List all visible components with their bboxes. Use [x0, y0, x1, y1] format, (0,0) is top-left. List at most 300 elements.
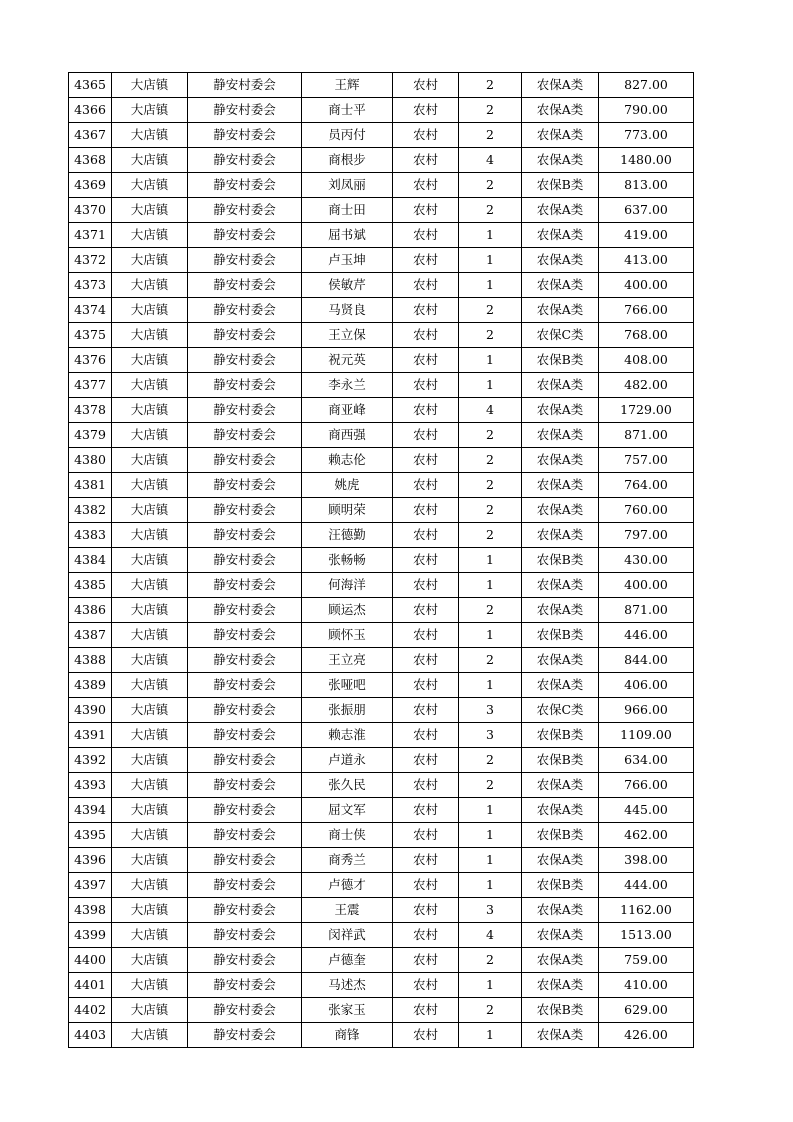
table-row [69, 923, 694, 948]
table-row [69, 623, 694, 648]
village-committee-cell: 静安村委会 [188, 223, 302, 248]
village-committee-cell: 静安村委会 [188, 773, 302, 798]
household-size-cell: 1 [459, 623, 522, 648]
village-committee-cell: 静安村委会 [188, 748, 302, 773]
row-number-cell: 4391 [69, 723, 112, 748]
table-body [69, 73, 694, 1048]
name-cell: 商士侠 [302, 823, 393, 848]
village-committee-cell: 静安村委会 [188, 798, 302, 823]
table-row [69, 398, 694, 423]
category-cell: 农保B类 [522, 998, 599, 1023]
town-cell: 大店镇 [112, 598, 188, 623]
name-cell: 赖志淮 [302, 723, 393, 748]
row-number-cell: 4370 [69, 198, 112, 223]
amount-cell: 462.00 [599, 823, 694, 848]
amount-cell: 797.00 [599, 523, 694, 548]
area-type-cell: 农村 [393, 323, 459, 348]
row-number-cell: 4386 [69, 598, 112, 623]
town-cell: 大店镇 [112, 698, 188, 723]
table-row [69, 73, 694, 98]
amount-cell: 398.00 [599, 848, 694, 873]
row-number-cell: 4380 [69, 448, 112, 473]
table-row [69, 598, 694, 623]
category-cell: 农保B类 [522, 623, 599, 648]
town-cell: 大店镇 [112, 923, 188, 948]
row-number-cell: 4367 [69, 123, 112, 148]
category-cell: 农保A类 [522, 948, 599, 973]
table-row [69, 198, 694, 223]
area-type-cell: 农村 [393, 648, 459, 673]
amount-cell: 1109.00 [599, 723, 694, 748]
village-committee-cell: 静安村委会 [188, 548, 302, 573]
amount-cell: 629.00 [599, 998, 694, 1023]
table-row [69, 173, 694, 198]
village-committee-cell: 静安村委会 [188, 173, 302, 198]
area-type-cell: 农村 [393, 298, 459, 323]
town-cell: 大店镇 [112, 798, 188, 823]
category-cell: 农保A类 [522, 198, 599, 223]
household-size-cell: 2 [459, 523, 522, 548]
amount-cell: 1162.00 [599, 898, 694, 923]
category-cell: 农保A类 [522, 523, 599, 548]
category-cell: 农保A类 [522, 398, 599, 423]
village-committee-cell: 静安村委会 [188, 73, 302, 98]
row-number-cell: 4397 [69, 873, 112, 898]
town-cell: 大店镇 [112, 1023, 188, 1048]
table-row [69, 848, 694, 873]
table-row [69, 348, 694, 373]
table-row [69, 1023, 694, 1048]
village-committee-cell: 静安村委会 [188, 373, 302, 398]
category-cell: 农保B类 [522, 723, 599, 748]
village-committee-cell: 静安村委会 [188, 673, 302, 698]
amount-cell: 766.00 [599, 298, 694, 323]
area-type-cell: 农村 [393, 773, 459, 798]
name-cell: 王辉 [302, 73, 393, 98]
category-cell: 农保B类 [522, 173, 599, 198]
name-cell: 张哑吧 [302, 673, 393, 698]
amount-cell: 1513.00 [599, 923, 694, 948]
area-type-cell: 农村 [393, 398, 459, 423]
category-cell: 农保A类 [522, 298, 599, 323]
town-cell: 大店镇 [112, 248, 188, 273]
table-row [69, 373, 694, 398]
table-row [69, 673, 694, 698]
area-type-cell: 农村 [393, 248, 459, 273]
household-size-cell: 4 [459, 923, 522, 948]
household-size-cell: 2 [459, 98, 522, 123]
name-cell: 卢玉坤 [302, 248, 393, 273]
category-cell: 农保A类 [522, 1023, 599, 1048]
name-cell: 姚虎 [302, 473, 393, 498]
household-size-cell: 3 [459, 698, 522, 723]
row-number-cell: 4369 [69, 173, 112, 198]
town-cell: 大店镇 [112, 223, 188, 248]
row-number-cell: 4388 [69, 648, 112, 673]
household-size-cell: 2 [459, 473, 522, 498]
name-cell: 商士田 [302, 198, 393, 223]
town-cell: 大店镇 [112, 473, 188, 498]
category-cell: 农保A类 [522, 248, 599, 273]
village-committee-cell: 静安村委会 [188, 273, 302, 298]
amount-cell: 757.00 [599, 448, 694, 473]
village-committee-cell: 静安村委会 [188, 448, 302, 473]
row-number-cell: 4392 [69, 748, 112, 773]
category-cell: 农保A类 [522, 648, 599, 673]
category-cell: 农保A类 [522, 373, 599, 398]
village-committee-cell: 静安村委会 [188, 1023, 302, 1048]
town-cell: 大店镇 [112, 773, 188, 798]
row-number-cell: 4366 [69, 98, 112, 123]
village-committee-cell: 静安村委会 [188, 923, 302, 948]
town-cell: 大店镇 [112, 948, 188, 973]
name-cell: 商西强 [302, 423, 393, 448]
category-cell: 农保A类 [522, 473, 599, 498]
amount-cell: 410.00 [599, 973, 694, 998]
household-size-cell: 2 [459, 173, 522, 198]
table-row [69, 873, 694, 898]
household-size-cell: 1 [459, 673, 522, 698]
name-cell: 商根步 [302, 148, 393, 173]
table-row [69, 823, 694, 848]
table-row [69, 748, 694, 773]
row-number-cell: 4371 [69, 223, 112, 248]
name-cell: 员丙付 [302, 123, 393, 148]
town-cell: 大店镇 [112, 448, 188, 473]
area-type-cell: 农村 [393, 923, 459, 948]
village-committee-cell: 静安村委会 [188, 823, 302, 848]
table-row [69, 223, 694, 248]
village-committee-cell: 静安村委会 [188, 973, 302, 998]
row-number-cell: 4396 [69, 848, 112, 873]
town-cell: 大店镇 [112, 973, 188, 998]
area-type-cell: 农村 [393, 73, 459, 98]
name-cell: 王立亮 [302, 648, 393, 673]
category-cell: 农保B类 [522, 873, 599, 898]
category-cell: 农保A类 [522, 898, 599, 923]
amount-cell: 413.00 [599, 248, 694, 273]
village-committee-cell: 静安村委会 [188, 648, 302, 673]
household-size-cell: 2 [459, 323, 522, 348]
household-size-cell: 1 [459, 873, 522, 898]
town-cell: 大店镇 [112, 73, 188, 98]
table-row [69, 773, 694, 798]
area-type-cell: 农村 [393, 973, 459, 998]
household-size-cell: 1 [459, 848, 522, 873]
name-cell: 刘凤丽 [302, 173, 393, 198]
household-size-cell: 2 [459, 448, 522, 473]
row-number-cell: 4403 [69, 1023, 112, 1048]
row-number-cell: 4365 [69, 73, 112, 98]
area-type-cell: 农村 [393, 823, 459, 848]
name-cell: 屈书斌 [302, 223, 393, 248]
table-row [69, 573, 694, 598]
household-size-cell: 2 [459, 73, 522, 98]
town-cell: 大店镇 [112, 123, 188, 148]
amount-cell: 445.00 [599, 798, 694, 823]
name-cell: 闵祥武 [302, 923, 393, 948]
area-type-cell: 农村 [393, 673, 459, 698]
amount-cell: 482.00 [599, 373, 694, 398]
household-size-cell: 2 [459, 598, 522, 623]
category-cell: 农保A类 [522, 573, 599, 598]
household-size-cell: 2 [459, 648, 522, 673]
name-cell: 马述杰 [302, 973, 393, 998]
area-type-cell: 农村 [393, 373, 459, 398]
table-row [69, 298, 694, 323]
village-committee-cell: 静安村委会 [188, 698, 302, 723]
table-row [69, 423, 694, 448]
name-cell: 张畅畅 [302, 548, 393, 573]
household-size-cell: 1 [459, 273, 522, 298]
amount-cell: 773.00 [599, 123, 694, 148]
household-size-cell: 2 [459, 773, 522, 798]
name-cell: 商亚峰 [302, 398, 393, 423]
area-type-cell: 农村 [393, 698, 459, 723]
table-row [69, 973, 694, 998]
name-cell: 卢道永 [302, 748, 393, 773]
town-cell: 大店镇 [112, 548, 188, 573]
village-committee-cell: 静安村委会 [188, 298, 302, 323]
town-cell: 大店镇 [112, 98, 188, 123]
village-committee-cell: 静安村委会 [188, 98, 302, 123]
row-number-cell: 4383 [69, 523, 112, 548]
household-size-cell: 1 [459, 798, 522, 823]
household-size-cell: 2 [459, 748, 522, 773]
amount-cell: 759.00 [599, 948, 694, 973]
table-row [69, 698, 694, 723]
category-cell: 农保A类 [522, 798, 599, 823]
village-committee-cell: 静安村委会 [188, 523, 302, 548]
area-type-cell: 农村 [393, 198, 459, 223]
row-number-cell: 4381 [69, 473, 112, 498]
area-type-cell: 农村 [393, 948, 459, 973]
area-type-cell: 农村 [393, 173, 459, 198]
village-committee-cell: 静安村委会 [188, 148, 302, 173]
village-committee-cell: 静安村委会 [188, 873, 302, 898]
area-type-cell: 农村 [393, 98, 459, 123]
name-cell: 顾怀玉 [302, 623, 393, 648]
area-type-cell: 农村 [393, 998, 459, 1023]
town-cell: 大店镇 [112, 148, 188, 173]
table-row [69, 648, 694, 673]
category-cell: 农保A类 [522, 923, 599, 948]
table-row [69, 798, 694, 823]
name-cell: 卢德奎 [302, 948, 393, 973]
amount-cell: 1729.00 [599, 398, 694, 423]
area-type-cell: 农村 [393, 498, 459, 523]
town-cell: 大店镇 [112, 648, 188, 673]
amount-cell: 827.00 [599, 73, 694, 98]
category-cell: 农保A类 [522, 123, 599, 148]
household-size-cell: 1 [459, 248, 522, 273]
name-cell: 王震 [302, 898, 393, 923]
row-number-cell: 4394 [69, 798, 112, 823]
table-row [69, 473, 694, 498]
row-number-cell: 4373 [69, 273, 112, 298]
town-cell: 大店镇 [112, 173, 188, 198]
row-number-cell: 4401 [69, 973, 112, 998]
household-size-cell: 4 [459, 148, 522, 173]
category-cell: 农保A类 [522, 773, 599, 798]
name-cell: 李永兰 [302, 373, 393, 398]
row-number-cell: 4393 [69, 773, 112, 798]
name-cell: 卢德才 [302, 873, 393, 898]
town-cell: 大店镇 [112, 573, 188, 598]
town-cell: 大店镇 [112, 723, 188, 748]
category-cell: 农保B类 [522, 748, 599, 773]
village-committee-cell: 静安村委会 [188, 123, 302, 148]
village-committee-cell: 静安村委会 [188, 398, 302, 423]
amount-cell: 966.00 [599, 698, 694, 723]
table-row [69, 248, 694, 273]
category-cell: 农保A类 [522, 223, 599, 248]
name-cell: 顾运杰 [302, 598, 393, 623]
row-number-cell: 4398 [69, 898, 112, 923]
area-type-cell: 农村 [393, 273, 459, 298]
table-row [69, 98, 694, 123]
row-number-cell: 4372 [69, 248, 112, 273]
village-committee-cell: 静安村委会 [188, 198, 302, 223]
table-row [69, 898, 694, 923]
name-cell: 屈文军 [302, 798, 393, 823]
area-type-cell: 农村 [393, 523, 459, 548]
category-cell: 农保A类 [522, 273, 599, 298]
area-type-cell: 农村 [393, 798, 459, 823]
row-number-cell: 4378 [69, 398, 112, 423]
household-size-cell: 2 [459, 498, 522, 523]
village-committee-cell: 静安村委会 [188, 348, 302, 373]
amount-cell: 764.00 [599, 473, 694, 498]
area-type-cell: 农村 [393, 223, 459, 248]
household-size-cell: 3 [459, 898, 522, 923]
town-cell: 大店镇 [112, 323, 188, 348]
village-committee-cell: 静安村委会 [188, 498, 302, 523]
town-cell: 大店镇 [112, 623, 188, 648]
town-cell: 大店镇 [112, 273, 188, 298]
name-cell: 商锋 [302, 1023, 393, 1048]
amount-cell: 813.00 [599, 173, 694, 198]
category-cell: 农保B类 [522, 548, 599, 573]
table-row [69, 448, 694, 473]
name-cell: 张振朋 [302, 698, 393, 723]
category-cell: 农保A类 [522, 98, 599, 123]
town-cell: 大店镇 [112, 898, 188, 923]
table-row [69, 498, 694, 523]
town-cell: 大店镇 [112, 298, 188, 323]
area-type-cell: 农村 [393, 148, 459, 173]
table-row [69, 723, 694, 748]
amount-cell: 400.00 [599, 573, 694, 598]
amount-cell: 634.00 [599, 748, 694, 773]
area-type-cell: 农村 [393, 123, 459, 148]
household-size-cell: 1 [459, 348, 522, 373]
name-cell: 张久民 [302, 773, 393, 798]
row-number-cell: 4382 [69, 498, 112, 523]
row-number-cell: 4379 [69, 423, 112, 448]
town-cell: 大店镇 [112, 748, 188, 773]
amount-cell: 400.00 [599, 273, 694, 298]
row-number-cell: 4387 [69, 623, 112, 648]
household-size-cell: 3 [459, 723, 522, 748]
table-row [69, 273, 694, 298]
amount-cell: 419.00 [599, 223, 694, 248]
name-cell: 王立保 [302, 323, 393, 348]
amount-cell: 790.00 [599, 98, 694, 123]
household-size-cell: 1 [459, 823, 522, 848]
area-type-cell: 农村 [393, 448, 459, 473]
amount-cell: 1480.00 [599, 148, 694, 173]
row-number-cell: 4390 [69, 698, 112, 723]
amount-cell: 444.00 [599, 873, 694, 898]
village-committee-cell: 静安村委会 [188, 723, 302, 748]
row-number-cell: 4376 [69, 348, 112, 373]
area-type-cell: 农村 [393, 423, 459, 448]
category-cell: 农保C类 [522, 323, 599, 348]
amount-cell: 430.00 [599, 548, 694, 573]
name-cell: 张家玉 [302, 998, 393, 1023]
category-cell: 农保A类 [522, 73, 599, 98]
household-size-cell: 1 [459, 548, 522, 573]
town-cell: 大店镇 [112, 848, 188, 873]
row-number-cell: 4385 [69, 573, 112, 598]
village-committee-cell: 静安村委会 [188, 423, 302, 448]
amount-cell: 637.00 [599, 198, 694, 223]
name-cell: 赖志伦 [302, 448, 393, 473]
town-cell: 大店镇 [112, 823, 188, 848]
area-type-cell: 农村 [393, 598, 459, 623]
category-cell: 农保A类 [522, 423, 599, 448]
village-committee-cell: 静安村委会 [188, 248, 302, 273]
name-cell: 商秀兰 [302, 848, 393, 873]
assistance-table [68, 72, 694, 1048]
amount-cell: 871.00 [599, 598, 694, 623]
name-cell: 汪德勤 [302, 523, 393, 548]
area-type-cell: 农村 [393, 623, 459, 648]
table-row [69, 998, 694, 1023]
table-row [69, 523, 694, 548]
household-size-cell: 1 [459, 573, 522, 598]
category-cell: 农保A类 [522, 848, 599, 873]
name-cell: 马贤良 [302, 298, 393, 323]
household-size-cell: 4 [459, 398, 522, 423]
category-cell: 农保B类 [522, 823, 599, 848]
town-cell: 大店镇 [112, 198, 188, 223]
category-cell: 农保A类 [522, 148, 599, 173]
area-type-cell: 农村 [393, 348, 459, 373]
household-size-cell: 2 [459, 298, 522, 323]
category-cell: 农保C类 [522, 698, 599, 723]
table-row [69, 548, 694, 573]
area-type-cell: 农村 [393, 1023, 459, 1048]
area-type-cell: 农村 [393, 573, 459, 598]
household-size-cell: 1 [459, 373, 522, 398]
village-committee-cell: 静安村委会 [188, 898, 302, 923]
village-committee-cell: 静安村委会 [188, 848, 302, 873]
row-number-cell: 4377 [69, 373, 112, 398]
amount-cell: 426.00 [599, 1023, 694, 1048]
area-type-cell: 农村 [393, 848, 459, 873]
row-number-cell: 4374 [69, 298, 112, 323]
category-cell: 农保B类 [522, 348, 599, 373]
area-type-cell: 农村 [393, 548, 459, 573]
village-committee-cell: 静安村委会 [188, 998, 302, 1023]
table-row [69, 123, 694, 148]
village-committee-cell: 静安村委会 [188, 573, 302, 598]
town-cell: 大店镇 [112, 523, 188, 548]
village-committee-cell: 静安村委会 [188, 623, 302, 648]
household-size-cell: 2 [459, 948, 522, 973]
